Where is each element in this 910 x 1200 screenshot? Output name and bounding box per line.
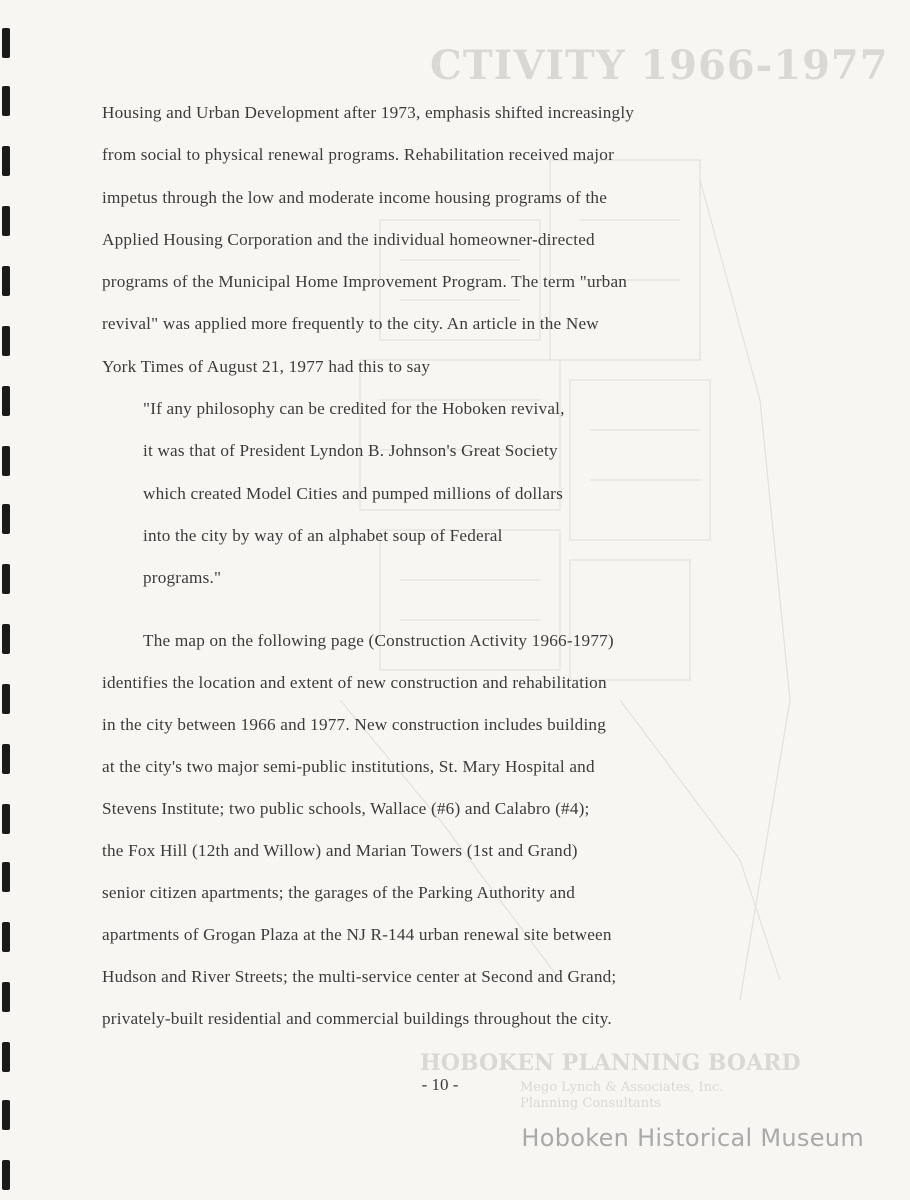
binding-hole <box>2 1042 10 1072</box>
text-line: identifies the location and extent of new construction and rehabilitation <box>102 672 607 692</box>
text-line: revival" was applied more frequently to the city. An article in the New <box>102 314 599 334</box>
ghost-firm-line2: Planning Consultants <box>520 1096 661 1111</box>
spiral-binding <box>0 0 14 1200</box>
binding-hole <box>2 744 10 774</box>
paragraph-1 <box>102 92 792 388</box>
text-line: privately-built residential and commercial buildings throughout the city. <box>102 1009 612 1029</box>
binding-hole <box>2 386 10 416</box>
ghost-map-title: CTIVITY 1966-1977 <box>430 42 889 89</box>
quote-line: it was that of President Lyndon B. Johnson's Great Society <box>143 441 558 461</box>
quote-line: programs." <box>143 568 222 588</box>
block-quote <box>102 388 792 599</box>
quote-line: "If any philosophy can be credited for the Hoboken revival, <box>143 399 565 419</box>
quote-line: which created Model Cities and pumped millions of dollars <box>143 483 563 503</box>
binding-hole <box>2 206 10 236</box>
binding-hole <box>2 684 10 714</box>
binding-hole <box>2 146 10 176</box>
text-line: programs of the Municipal Home Improvement Program. The term "urban <box>102 272 628 292</box>
binding-hole <box>2 804 10 834</box>
museum-watermark: Hoboken Historical Museum <box>521 1124 864 1152</box>
text-line: in the city between 1966 and 1977. New construction includes building <box>102 714 607 734</box>
ghost-firm-line1: Mego Lynch & Associates, Inc. <box>520 1080 724 1095</box>
text-line: Applied Housing Corporation and the individual homeowner-directed <box>102 229 595 249</box>
text-line: Hudson and River Streets; the multi-service center at Second and Grand; <box>102 967 617 987</box>
binding-hole <box>2 86 10 116</box>
binding-hole <box>2 504 10 534</box>
text-line: York Times of August 21, 1977 had this to say <box>102 356 431 376</box>
binding-hole <box>2 28 10 58</box>
binding-hole <box>2 922 10 952</box>
binding-hole <box>2 446 10 476</box>
binding-hole <box>2 266 10 296</box>
text-line: Stevens Institute; two public schools, Wallace (#6) and Calabro (#4); <box>102 798 590 818</box>
binding-hole <box>2 326 10 356</box>
text-line: impetus through the low and moderate income housing programs of the <box>102 187 608 207</box>
text-line: the Fox Hill (12th and Willow) and Marian Towers (1st and Grand) <box>102 841 578 861</box>
text-line: at the city's two major semi-public institutions, St. Mary Hospital and <box>102 756 595 776</box>
text-line: from social to physical renewal programs. Rehabilitation received major <box>102 145 614 165</box>
text-line: Housing and Urban Development after 1973, emphasis shifted increasingly <box>102 103 635 122</box>
text-line: senior citizen apartments; the garages of the Parking Authority and <box>102 883 576 903</box>
paragraph-2 <box>102 620 792 1041</box>
binding-hole <box>2 982 10 1012</box>
binding-hole <box>2 1160 10 1190</box>
page-number: - 10 - <box>421 1075 459 1094</box>
binding-hole <box>2 862 10 892</box>
ghost-planning-board: HOBOKEN PLANNING BOARD <box>420 1050 801 1076</box>
body-text <box>102 92 792 1041</box>
quote-line: into the city by way of an alphabet soup of Federal <box>143 525 503 545</box>
text-line: The map on the following page (Construction Activity 1966-1977) <box>143 630 614 650</box>
binding-hole <box>2 1100 10 1130</box>
text-line: apartments of Grogan Plaza at the NJ R-144 urban renewal site between <box>102 925 612 945</box>
binding-hole <box>2 564 10 594</box>
binding-hole <box>2 624 10 654</box>
